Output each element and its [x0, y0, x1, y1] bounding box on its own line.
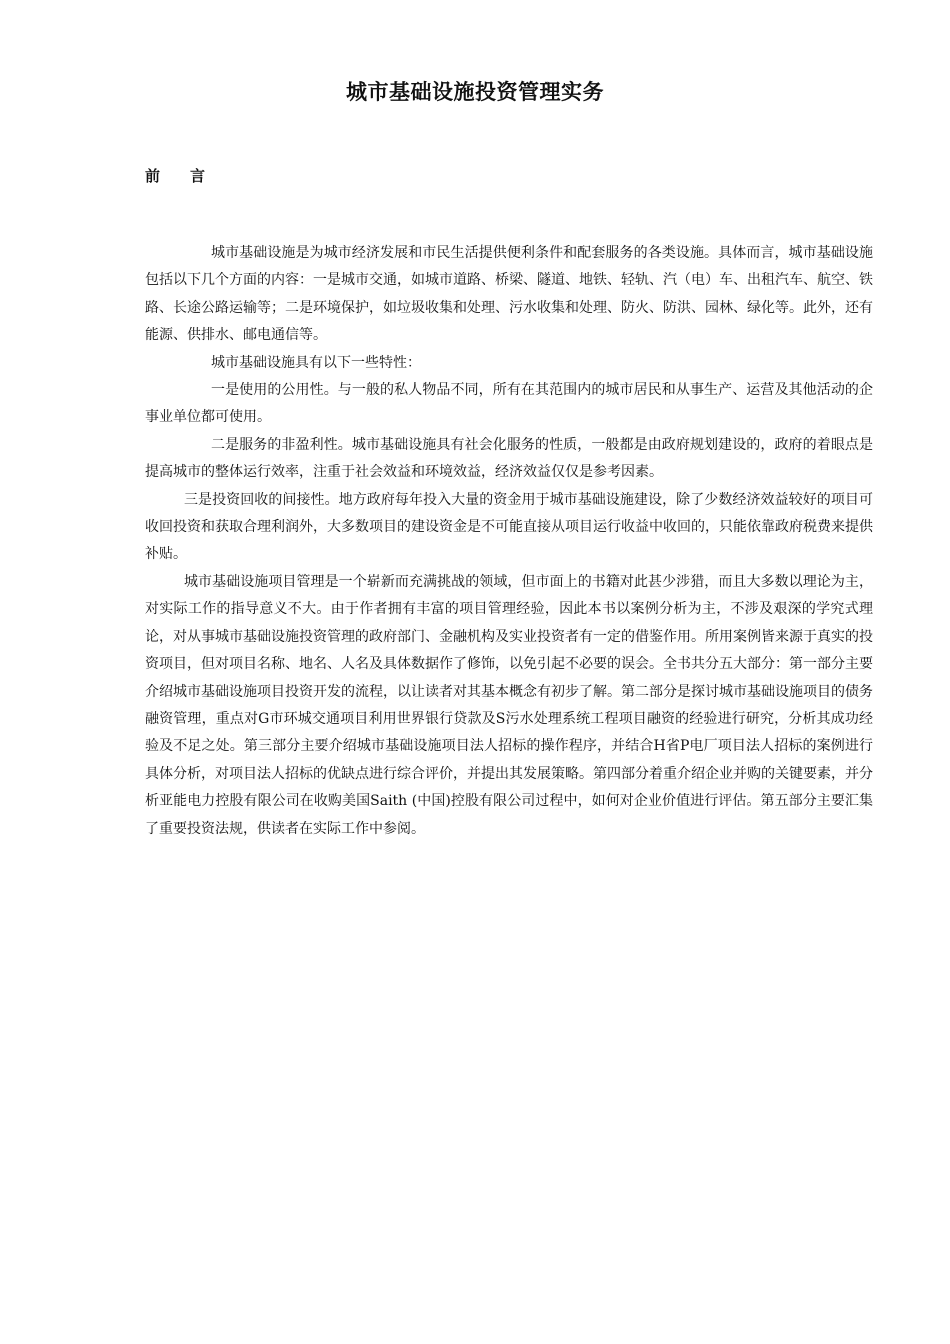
- paragraph-characteristic-2: 二是服务的非盈利性。城市基础设施具有社会化服务的性质，一般都是由政府规划建设的，政府的着眼点是提高城市的整体运行效率，注重于社会效益和环境效益，经济效益仅仅是参考因素。: [145, 436, 873, 481]
- paragraph-intro: 城市基础设施是为城市经济发展和市民生活提供便利条件和配套服务的各类设施。具体而言，城市基础设施包括以下几个方面的内容：一是城市交通，如城市道路、桥梁、隧道、地铁、轻轨、汽（电）车、出租汽车、航空、铁路、长途公路运输等；二是环境保护，如垃圾收集和处理、污水收集和处理、防火、防洪、园林、绿化等。此外，还有能源、供排水、邮电通信等。: [145, 245, 873, 344]
- paragraph-characteristics-lead: 城市基础设施具有以下一些特性：: [211, 354, 421, 371]
- document-title: 城市基础设施投资管理实务: [346, 79, 604, 104]
- document-body: [145, 240, 873, 843]
- paragraph-characteristic-1: 一是使用的公用性。与一般的私人物品不同，所有在其范围内的城市居民和从事生产、运营及其他活动的企事业单位都可使用。: [145, 382, 873, 426]
- paragraph-characteristic-3: 三是投资回收的间接性。地方政府每年投入大量的资金用于城市基础设施建设，除了少数经济效益较好的项目可收回投资和获取合理利润外，大多数项目的建设资金是不可能直接从项目运行收益中收回的，只能依靠政府税费来提供补贴。: [145, 491, 873, 563]
- paragraph-book-overview: 城市基础设施项目管理是一个崭新而充满挑战的领域，但市面上的书籍对此甚少涉猎，而且大多数以理论为主，对实际工作的指导意义不大。由于作者拥有丰富的项目管理经验，因此本书以案例分析为主，不涉及艰深的学究式理论，对从事城市基础设施投资管理的政府部门、金融机构及实业投资者有一定的借鉴作用。所用案例皆来源于真实的投资项目，但对项目名称、地名、人名及具体数据作了修饰，以免引起不必要的误会。全书共分五大部分：第一部分主要介绍城市基础设施项目投资开发的流程，以让读者对其基本概念有初步了解。第二部分是探讨城市基础设施项目的债务融资管理，重点对G市环城交通项目利用世界银行贷款及S污水处理系统工程项目融资的经验进行研究，分析其成功经验及不足之处。第三部分主要介绍城市基础设施项目法人招标的操作程序，并结合H省P电厂项目法人招标的案例进行具体分析，对项目法人招标的优缺点进行综合评价，并提出其发展策略。第四部分着重介绍企业并购的关键要素，并分析亚能电力控股有限公司在收购美国Saith (中国)控股有限公司过程中，如何对企业价值进行评估。第五部分主要汇集了重要投资法规，供读者在实际工作中参阅。: [145, 573, 873, 837]
- section-heading: 前言: [145, 167, 236, 185]
